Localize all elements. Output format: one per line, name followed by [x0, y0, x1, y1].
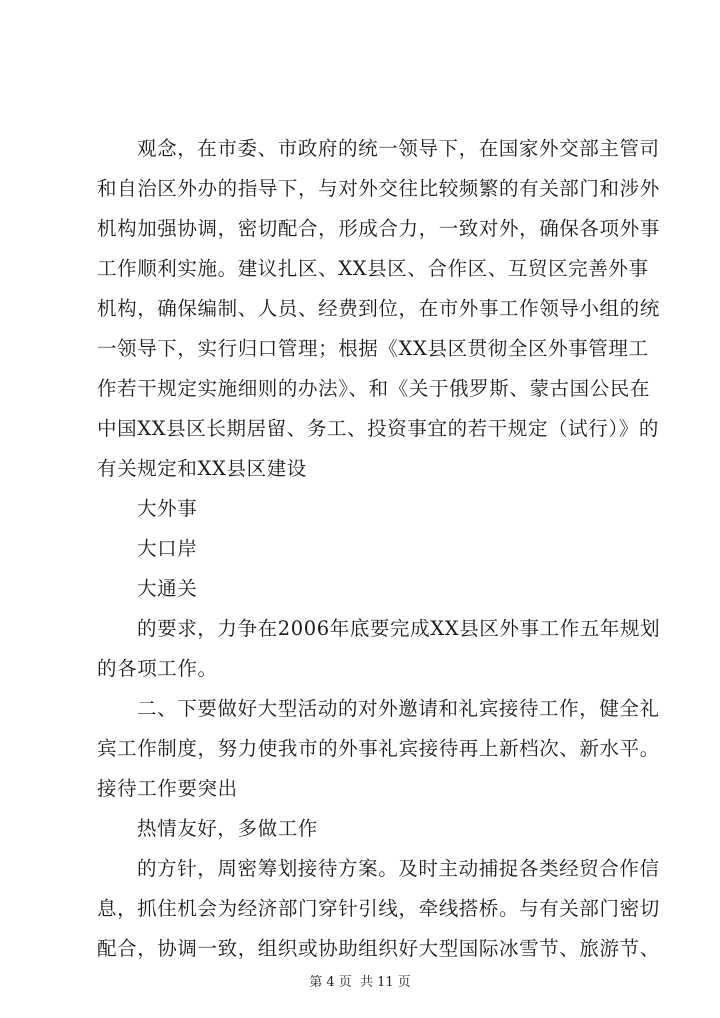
text-line: 配合，协调一致，组织或协助组织好大型国际冰雪节、旅游节、 [97, 937, 660, 960]
text-line: 工作顺利实施。建议扎区、XX县区、合作区、互贸区完善外事 [97, 257, 649, 280]
text-line: 和自治区外办的指导下，与对外交往比较频繁的有关部门和涉外 [97, 177, 660, 200]
page-footer [0, 973, 720, 993]
text-line: 观念，在市委、市政府的统一领导下，在国家外交部主管司 [137, 137, 660, 160]
text-line: 二、下要做好大型活动的对外邀请和礼宾接待工作，健全礼 [137, 697, 660, 720]
text-line: 的方针，周密筹划接待方案。及时主动捕捉各类经贸合作信 [137, 857, 660, 880]
text-line: 宾工作制度，努力使我市的外事礼宾接待再上新档次、新水平。 [97, 737, 660, 760]
text-line: 大通关 [137, 577, 198, 600]
text-line: 大外事 [137, 497, 198, 520]
text-line: 作若干规定实施细则的办法》、和《关于俄罗斯、蒙古国公民在 [97, 377, 651, 400]
text-line: 中国XX县区长期居留、务工、投资事宜的若干规定（试行）》的 [97, 417, 659, 440]
text-line: 接待工作要突出 [97, 777, 238, 800]
text-line: 机构加强协调，密切配合，形成合力，一致对外，确保各项外事 [97, 217, 660, 240]
text-line: 的各项工作。 [97, 657, 218, 680]
text-line: 的要求，力争在2006年底要完成XX县区外事工作五年规划 [137, 617, 661, 640]
text-line: 息，抓住机会为经济部门穿针引线，牵线搭桥。与有关部门密切 [97, 897, 660, 920]
text-line: 大口岸 [137, 537, 198, 560]
text-line: 一领导下，实行归口管理；根据《XX县区贯彻全区外事管理工 [97, 337, 649, 360]
page-number: 第 4 页 共 11 页 [309, 975, 411, 990]
text-line: 有关规定和XX县区建设 [97, 457, 307, 480]
text-line: 热情友好，多做工作 [137, 817, 318, 840]
text-line: 机构，确保编制、人员、经费到位，在市外事工作领导小组的统 [97, 297, 660, 320]
